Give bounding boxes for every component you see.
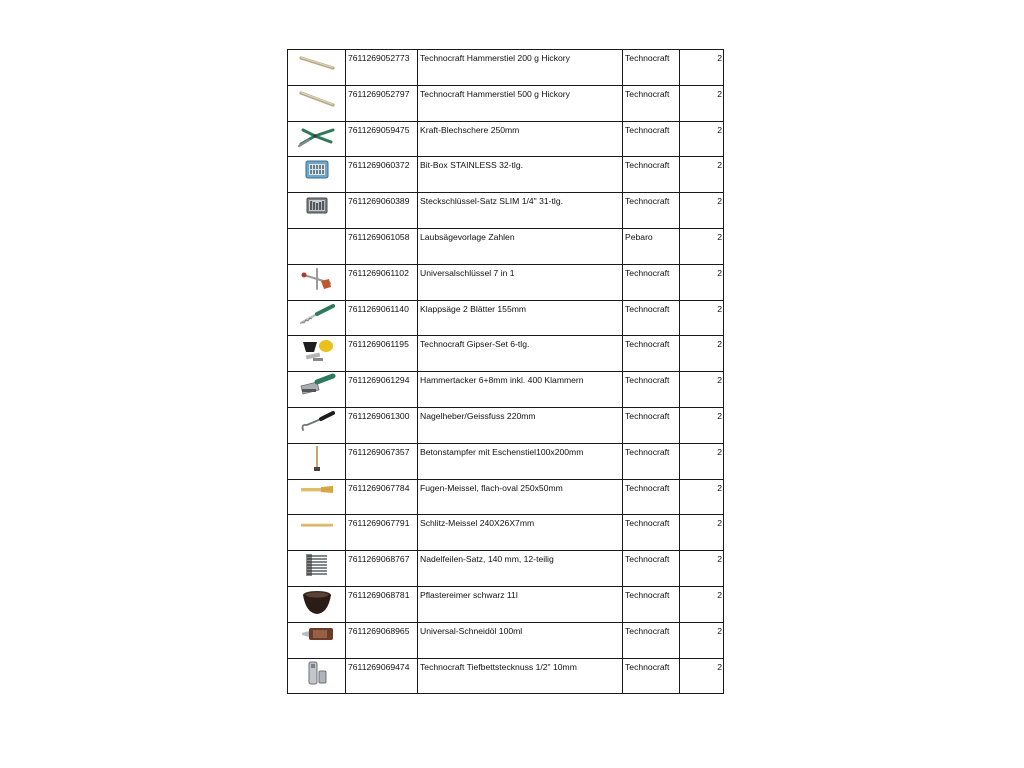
product-image-cell: [288, 300, 346, 336]
description-cell: [418, 443, 623, 479]
plaster-set-icon: [299, 336, 335, 364]
description-text: Hammertacker 6+8mm inkl. 400 Klammern: [420, 375, 584, 386]
bit-box-icon: [302, 157, 332, 181]
product-image-cell: [288, 407, 346, 443]
quantity-cell: [680, 264, 724, 300]
quantity-text: 2: [717, 554, 722, 565]
quantity-text: 2: [717, 625, 722, 636]
brand-cell: [623, 551, 680, 587]
quantity-cell: [680, 85, 724, 121]
quantity-text: 2: [717, 661, 722, 672]
ean-text: 7611269068965: [348, 625, 410, 636]
table-row: [288, 121, 724, 157]
description-cell: [418, 85, 623, 121]
quantity-cell: [680, 586, 724, 622]
ean-cell: [346, 193, 418, 229]
quantity-cell: [680, 658, 724, 694]
table-row: [288, 443, 724, 479]
table-row: [288, 85, 724, 121]
description-cell: [418, 551, 623, 587]
socket-set-icon: [302, 193, 332, 217]
ean-cell: [346, 443, 418, 479]
description-text: Pflastereimer schwarz 11l: [420, 589, 518, 600]
brand-text: Technocraft: [625, 482, 670, 493]
table-row: [288, 193, 724, 229]
product-image-cell: [288, 479, 346, 515]
ean-cell: [346, 515, 418, 551]
ean-cell: [346, 50, 418, 86]
quantity-cell: [680, 515, 724, 551]
brand-cell: [623, 443, 680, 479]
quantity-text: 2: [717, 303, 722, 314]
quantity-cell: [680, 336, 724, 372]
quantity-text: 2: [717, 124, 722, 135]
brand-text: Technocraft: [625, 625, 670, 636]
ean-cell: [346, 228, 418, 264]
brand-cell: [623, 193, 680, 229]
description-cell: [418, 515, 623, 551]
ean-cell: [346, 121, 418, 157]
quantity-text: 2: [717, 88, 722, 99]
product-image-cell: [288, 50, 346, 86]
product-image-cell: [288, 157, 346, 193]
table-row: [288, 479, 724, 515]
brand-cell: [623, 228, 680, 264]
brand-text: Technocraft: [625, 410, 670, 421]
brand-text: Technocraft: [625, 267, 670, 278]
table-row: [288, 586, 724, 622]
description-cell: [418, 300, 623, 336]
description-text: Technocraft Hammerstiel 500 g Hickory: [420, 88, 570, 99]
table-row: [288, 336, 724, 372]
ean-text: 7611269061195: [348, 339, 409, 350]
hammer-tacker-icon: [297, 372, 337, 398]
brand-cell: [623, 658, 680, 694]
quantity-cell: [680, 193, 724, 229]
product-image-cell: [288, 443, 346, 479]
table-row: [288, 622, 724, 658]
brand-text: Technocraft: [625, 196, 670, 207]
ean-cell: [346, 407, 418, 443]
brand-cell: [623, 479, 680, 515]
quantity-cell: [680, 479, 724, 515]
ean-cell: [346, 300, 418, 336]
description-cell: [418, 336, 623, 372]
ean-cell: [346, 479, 418, 515]
quantity-text: 2: [717, 339, 722, 350]
quantity-cell: [680, 443, 724, 479]
table-row: [288, 658, 724, 694]
ean-cell: [346, 85, 418, 121]
description-text: Technocraft Gipser-Set 6-tlg.: [420, 339, 530, 350]
brand-text: Technocraft: [625, 88, 670, 99]
table-row: [288, 50, 724, 86]
brand-cell: [623, 85, 680, 121]
nail-puller-icon: [297, 408, 337, 434]
brand-cell: [623, 157, 680, 193]
product-image-cell: [288, 515, 346, 551]
table-row: [288, 228, 724, 264]
ean-text: 7611269061058: [348, 231, 410, 242]
ean-text: 7611269067791: [348, 518, 410, 529]
ean-cell: [346, 372, 418, 408]
universal-key-icon: [299, 265, 335, 293]
quantity-text: 2: [717, 410, 722, 421]
slot-chisel-icon: [297, 515, 337, 535]
product-image-cell: [288, 336, 346, 372]
ean-cell: [346, 264, 418, 300]
tamper-icon: [307, 444, 327, 474]
description-cell: [418, 157, 623, 193]
description-cell: [418, 586, 623, 622]
brand-cell: [623, 336, 680, 372]
ean-cell: [346, 336, 418, 372]
brand-cell: [623, 622, 680, 658]
quantity-text: 2: [717, 53, 722, 63]
description-cell: [418, 479, 623, 515]
description-text: Technocraft Hammerstiel 200 g Hickory: [420, 53, 570, 63]
table-row: [288, 372, 724, 408]
product-image-cell: [288, 228, 346, 264]
folding-saw-icon: [297, 301, 337, 327]
plaster-bucket-icon: [300, 587, 334, 617]
brand-text: Technocraft: [625, 124, 670, 135]
brand-text: Technocraft: [625, 589, 670, 600]
brand-text: Technocraft: [625, 446, 670, 457]
brand-text: Technocraft: [625, 160, 670, 171]
brand-text: Pebaro: [625, 231, 653, 242]
ean-text: 7611269067784: [348, 482, 410, 493]
brand-text: Technocraft: [625, 518, 670, 529]
description-cell: [418, 407, 623, 443]
table-row: [288, 515, 724, 551]
brand-text: Technocraft: [625, 375, 670, 386]
quantity-cell: [680, 121, 724, 157]
brand-cell: [623, 407, 680, 443]
ean-cell: [346, 586, 418, 622]
ean-text: 7611269060389: [348, 196, 410, 207]
description-cell: [418, 228, 623, 264]
table-row: [288, 264, 724, 300]
cutting-oil-icon: [297, 623, 337, 645]
description-cell: [418, 50, 623, 86]
description-text: Universal-Schneidöl 100ml: [420, 625, 523, 636]
flat-chisel-icon: [297, 480, 337, 500]
product-image-cell: [288, 193, 346, 229]
table-row: [288, 300, 724, 336]
brand-cell: [623, 121, 680, 157]
product-table: [287, 49, 724, 694]
ean-cell: [346, 157, 418, 193]
quantity-text: 2: [717, 446, 722, 457]
ean-text: 7611269068767: [348, 554, 410, 565]
product-image-cell: [288, 586, 346, 622]
quantity-text: 2: [717, 518, 722, 529]
hammer-handle-icon: [297, 50, 337, 74]
quantity-text: 2: [717, 482, 722, 493]
deep-socket-icon: [304, 659, 330, 689]
quantity-cell: [680, 622, 724, 658]
product-image-cell: [288, 372, 346, 408]
ean-cell: [346, 622, 418, 658]
product-image-cell: [288, 622, 346, 658]
ean-text: 7611269069474: [348, 661, 410, 672]
ean-cell: [346, 658, 418, 694]
ean-text: 7611269068781: [348, 589, 410, 600]
brand-cell: [623, 372, 680, 408]
quantity-cell: [680, 157, 724, 193]
brand-text: Technocraft: [625, 53, 670, 63]
quantity-cell: [680, 551, 724, 587]
brand-cell: [623, 264, 680, 300]
ean-text: 7611269052797: [348, 88, 410, 99]
description-text: Klappsäge 2 Blätter 155mm: [420, 303, 527, 314]
ean-text: 7611269060372: [348, 160, 410, 171]
description-text: Kraft-Blechschere 250mm: [420, 124, 520, 135]
description-text: Fugen-Meissel, flach-oval 250x50mm: [420, 482, 563, 493]
quantity-text: 2: [717, 160, 722, 171]
brand-text: Technocraft: [625, 303, 670, 314]
brand-text: Technocraft: [625, 339, 670, 350]
brand-cell: [623, 586, 680, 622]
ean-text: 7611269067357: [348, 446, 410, 457]
product-image-cell: [288, 264, 346, 300]
ean-cell: [346, 551, 418, 587]
quantity-cell: [680, 300, 724, 336]
description-text: Betonstampfer mit Eschenstiel100x200mm: [420, 446, 584, 457]
brand-text: Technocraft: [625, 661, 670, 672]
description-cell: [418, 264, 623, 300]
description-text: Laubsägevorlage Zahlen: [420, 231, 515, 242]
needle-files-icon: [301, 551, 333, 579]
product-table-body: [288, 50, 724, 694]
hammer-handle-icon: [297, 86, 337, 110]
product-image-cell: [288, 551, 346, 587]
ean-text: 7611269059475: [348, 124, 410, 135]
product-image-cell: [288, 85, 346, 121]
quantity-text: 2: [717, 231, 722, 242]
quantity-cell: [680, 372, 724, 408]
table-row: [288, 407, 724, 443]
description-text: Bit-Box STAINLESS 32-tlg.: [420, 160, 524, 171]
ean-text: 7611269061140: [348, 303, 409, 314]
product-image-cell: [288, 121, 346, 157]
ean-text: 7611269061300: [348, 410, 410, 421]
quantity-text: 2: [717, 196, 722, 207]
description-text: Nagelheber/Geissfuss 220mm: [420, 410, 536, 421]
description-text: Nadelfeilen-Satz, 140 mm, 12-teilig: [420, 554, 554, 565]
description-cell: [418, 193, 623, 229]
description-text: Schlitz-Meissel 240X26X7mm: [420, 518, 535, 529]
quantity-text: 2: [717, 375, 722, 386]
description-cell: [418, 658, 623, 694]
description-text: Steckschlüssel-Satz SLIM 1/4" 31-tlg.: [420, 196, 563, 207]
quantity-cell: [680, 407, 724, 443]
description-text: Technocraft Tiefbettstecknuss 1/2" 10mm: [420, 661, 577, 672]
tin-snips-icon: [297, 122, 337, 150]
brand-cell: [623, 300, 680, 336]
description-text: Universalschlüssel 7 in 1: [420, 267, 515, 278]
description-cell: [418, 622, 623, 658]
table-row: [288, 157, 724, 193]
quantity-text: 2: [717, 267, 722, 278]
brand-cell: [623, 50, 680, 86]
table-row: [288, 551, 724, 587]
ean-text: 7611269061294: [348, 375, 410, 386]
ean-text: 7611269061102: [348, 267, 409, 278]
description-cell: [418, 121, 623, 157]
ean-text: 7611269052773: [348, 53, 410, 63]
quantity-cell: [680, 50, 724, 86]
description-cell: [418, 372, 623, 408]
product-image-cell: [288, 658, 346, 694]
brand-text: Technocraft: [625, 554, 670, 565]
quantity-cell: [680, 228, 724, 264]
quantity-text: 2: [717, 589, 722, 600]
brand-cell: [623, 515, 680, 551]
